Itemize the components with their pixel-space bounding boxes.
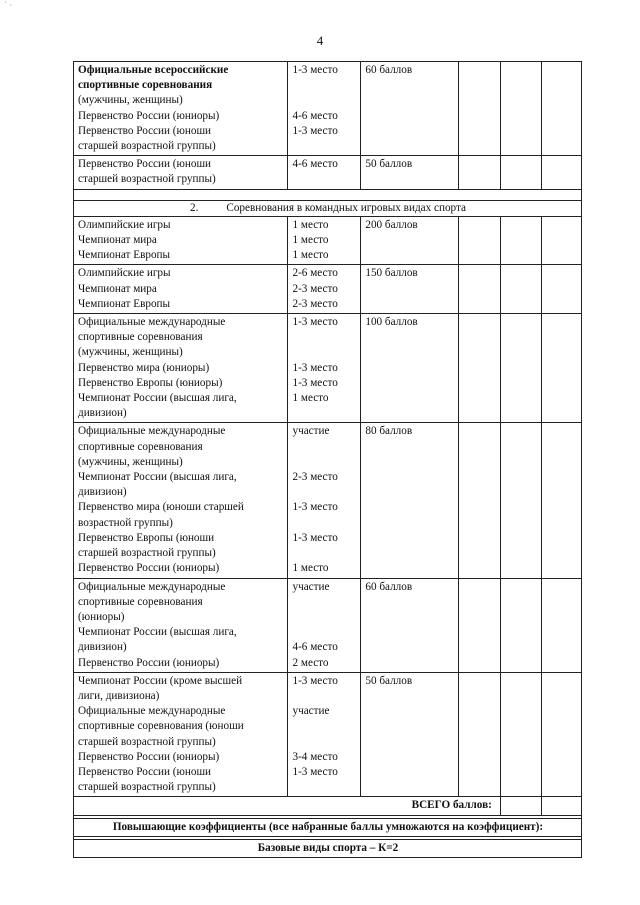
competition-line: спортивные соревнования (юноши (78, 720, 244, 733)
competition-cell (74, 62, 288, 156)
place-line: 1 место (292, 562, 329, 575)
competition-line: дивизион) (78, 407, 127, 420)
empty-cell (500, 216, 541, 265)
competition-line: (мужчины, женщины) (78, 94, 183, 107)
place-line (292, 93, 357, 108)
total-row (74, 797, 582, 815)
base-sports-row (74, 839, 582, 857)
place-line (292, 610, 357, 625)
empty-cell (458, 423, 500, 578)
empty-cell (458, 672, 500, 797)
competition-line: дивизион) (78, 486, 127, 499)
place-line: 2-3 место (292, 297, 338, 310)
place-line (292, 485, 357, 500)
competition-line: Чемпионат Европы (78, 249, 171, 262)
place-line: 2-3 место (292, 471, 338, 484)
competition-line: Официальные всероссийские (78, 64, 229, 76)
empty-cell (541, 423, 581, 578)
competition-line: Чемпионат мира (78, 282, 157, 295)
place-line: участие (292, 425, 330, 438)
competition-cell (74, 156, 288, 189)
place-line: 1 место (292, 218, 329, 231)
place-cell (288, 578, 361, 672)
place-line: 1-3 место (292, 501, 338, 514)
points-value: 150 баллов (365, 267, 418, 280)
competition-line: Первенство России (юноши (78, 158, 212, 171)
points-value: 200 баллов (365, 218, 418, 231)
empty-cell (541, 62, 581, 156)
empty-cell (541, 216, 581, 265)
empty-cell (541, 314, 581, 423)
table-row (74, 62, 582, 156)
competition-line: Первенство Европы (юниоры) (78, 376, 223, 389)
place-line: 1 место (292, 392, 329, 405)
points-value: 60 баллов (365, 64, 413, 76)
section-number: 2. (190, 201, 199, 214)
base-sports: Базовые виды спорта – К=2 (74, 839, 582, 857)
competition-line: Олимпийские игры (78, 218, 171, 231)
competition-line: старшей возрастной группы) (78, 735, 216, 748)
table-row (74, 156, 582, 189)
place-line: 1-3 место (292, 64, 338, 76)
table-body-team (74, 216, 582, 797)
place-line: 1-3 место (292, 674, 338, 687)
section-header-block (74, 189, 582, 216)
points-cell (361, 265, 458, 314)
competition-line: Первенство России (юниоры) (78, 109, 220, 122)
spacer-row (74, 189, 582, 200)
place-line (292, 689, 357, 704)
table-row (74, 314, 582, 423)
competition-line: Первенство мира (юниоры) (78, 361, 210, 374)
place-line (292, 330, 357, 345)
empty-cell (541, 156, 581, 189)
place-line (292, 625, 357, 640)
corner-mark: ` · (4, 0, 13, 10)
competition-line: лиги, дивизиона) (78, 689, 160, 702)
scoring-table (73, 61, 582, 858)
total-cell (500, 797, 541, 815)
coefficients-title: Повышающие коэффициенты (все набранные баллы умножаются на коэффициент): (74, 818, 582, 836)
points-cell (361, 314, 458, 423)
empty-cell (458, 156, 500, 189)
competition-cell (74, 216, 288, 265)
competition-line: спортивные соревнования (78, 331, 203, 344)
table-row (74, 672, 582, 797)
competition-line: спортивные соревнования (78, 595, 203, 608)
competition-line: Официальные международные (78, 580, 226, 593)
competition-cell (74, 672, 288, 797)
table-row (74, 265, 582, 314)
points-cell (361, 156, 458, 189)
points-cell (361, 62, 458, 156)
competition-line: Официальные международные (78, 316, 226, 329)
empty-cell (500, 314, 541, 423)
competition-line: Официальные международные (78, 705, 226, 718)
place-line (292, 440, 357, 455)
points-cell (361, 578, 458, 672)
total-label: ВСЕГО баллов: (74, 797, 501, 815)
competition-line: Первенство мира (юноши старшей (78, 501, 244, 514)
place-line: 1-3 место (292, 361, 338, 374)
section-2-header (74, 200, 582, 216)
competition-line: спортивные соревнования (78, 440, 203, 453)
empty-cell (458, 265, 500, 314)
competition-line: Первенство России (юниоры) (78, 750, 220, 763)
points-value: 60 баллов (365, 580, 413, 593)
place-line: 1-3 место (292, 376, 338, 389)
empty-cell (500, 578, 541, 672)
table-body-top (74, 62, 582, 190)
place-line: участие (292, 580, 330, 593)
place-line (292, 735, 357, 750)
empty-cell (541, 265, 581, 314)
place-line (292, 78, 357, 93)
place-line: 1 место (292, 249, 329, 262)
place-cell (288, 265, 361, 314)
place-line: 2-6 место (292, 267, 338, 280)
empty-cell (500, 62, 541, 156)
competition-line: Первенство Европы (юноши (78, 531, 215, 544)
competition-line: Чемпионат России (высшая лига, (78, 392, 237, 405)
place-line: 1-3 место (292, 765, 338, 778)
place-cell (288, 314, 361, 423)
points-value: 50 баллов (365, 674, 413, 687)
place-line: 2-3 место (292, 282, 338, 295)
points-cell (361, 216, 458, 265)
points-value: 100 баллов (365, 316, 418, 329)
competition-line: старшей возрастной группы) (78, 547, 216, 560)
place-line (292, 345, 357, 360)
place-line: 4-6 место (292, 158, 338, 171)
table-footer (74, 797, 582, 858)
empty-cell (458, 314, 500, 423)
points-value: 80 баллов (365, 425, 413, 438)
empty-cell (541, 578, 581, 672)
competition-line: Чемпионат России (высшая лига, (78, 471, 237, 484)
place-cell (288, 156, 361, 189)
place-line (292, 455, 357, 470)
competition-line: (юниоры) (78, 610, 125, 623)
place-line: 4-6 место (292, 109, 338, 122)
table-row (74, 423, 582, 578)
competition-line: старшей возрастной группы) (78, 140, 216, 153)
table-row (74, 216, 582, 265)
competition-cell (74, 265, 288, 314)
competition-line: Чемпионат России (высшая лига, (78, 626, 237, 639)
section-title: Соревнования в командных игровых видах спорта (226, 201, 466, 214)
competition-line: Чемпионат мира (78, 234, 157, 247)
competition-line: (мужчины, женщины) (78, 455, 183, 468)
empty-cell (458, 62, 500, 156)
place-line (292, 546, 357, 561)
place-line (292, 595, 357, 610)
place-cell (288, 672, 361, 797)
empty-cell (500, 265, 541, 314)
competition-cell (74, 314, 288, 423)
competition-line: Первенство России (юниоры) (78, 562, 220, 575)
place-line (292, 516, 357, 531)
competition-line: спортивные соревнования (78, 79, 213, 92)
table-row (74, 578, 582, 672)
empty-cell (500, 156, 541, 189)
place-line: 1 место (292, 234, 329, 247)
competition-line: Чемпионат Европы (78, 297, 171, 310)
place-cell (288, 423, 361, 578)
place-cell (288, 216, 361, 265)
empty-cell (458, 578, 500, 672)
points-cell (361, 423, 458, 578)
total-cell-extra (541, 797, 581, 815)
competition-line: возрастной группы) (78, 516, 173, 529)
page-number: 4 (316, 33, 324, 48)
empty-cell (500, 423, 541, 578)
points-cell (361, 672, 458, 797)
competition-line: Олимпийские игры (78, 267, 171, 280)
competition-line: старшей возрастной группы) (78, 781, 216, 794)
competition-line: Первенство России (юниоры) (78, 656, 220, 669)
place-line (292, 719, 357, 734)
place-line: 3-4 место (292, 750, 338, 763)
competition-line: Чемпионат России (кроме высшей (78, 674, 243, 687)
competition-cell (74, 423, 288, 578)
place-line: 2 место (292, 656, 329, 669)
points-value: 50 баллов (365, 158, 413, 171)
competition-line: Официальные международные (78, 425, 226, 438)
empty-cell (541, 672, 581, 797)
competition-line: старшей возрастной группы) (78, 173, 216, 186)
empty-cell (458, 216, 500, 265)
place-line: 1-3 место (292, 316, 338, 329)
empty-cell (500, 672, 541, 797)
place-line: 4-6 место (292, 641, 338, 654)
place-cell (288, 62, 361, 156)
competition-line: (мужчины, женщины) (78, 346, 183, 359)
competition-line: Первенство России (юноши (78, 765, 212, 778)
place-line: участие (292, 705, 330, 718)
competition-cell (74, 578, 288, 672)
place-line: 1-3 место (292, 531, 338, 544)
competition-line: дивизион) (78, 641, 127, 654)
place-line: 1-3 место (292, 124, 338, 137)
coefficients-row (74, 818, 582, 836)
competition-line: Первенство России (юноши (78, 124, 212, 137)
